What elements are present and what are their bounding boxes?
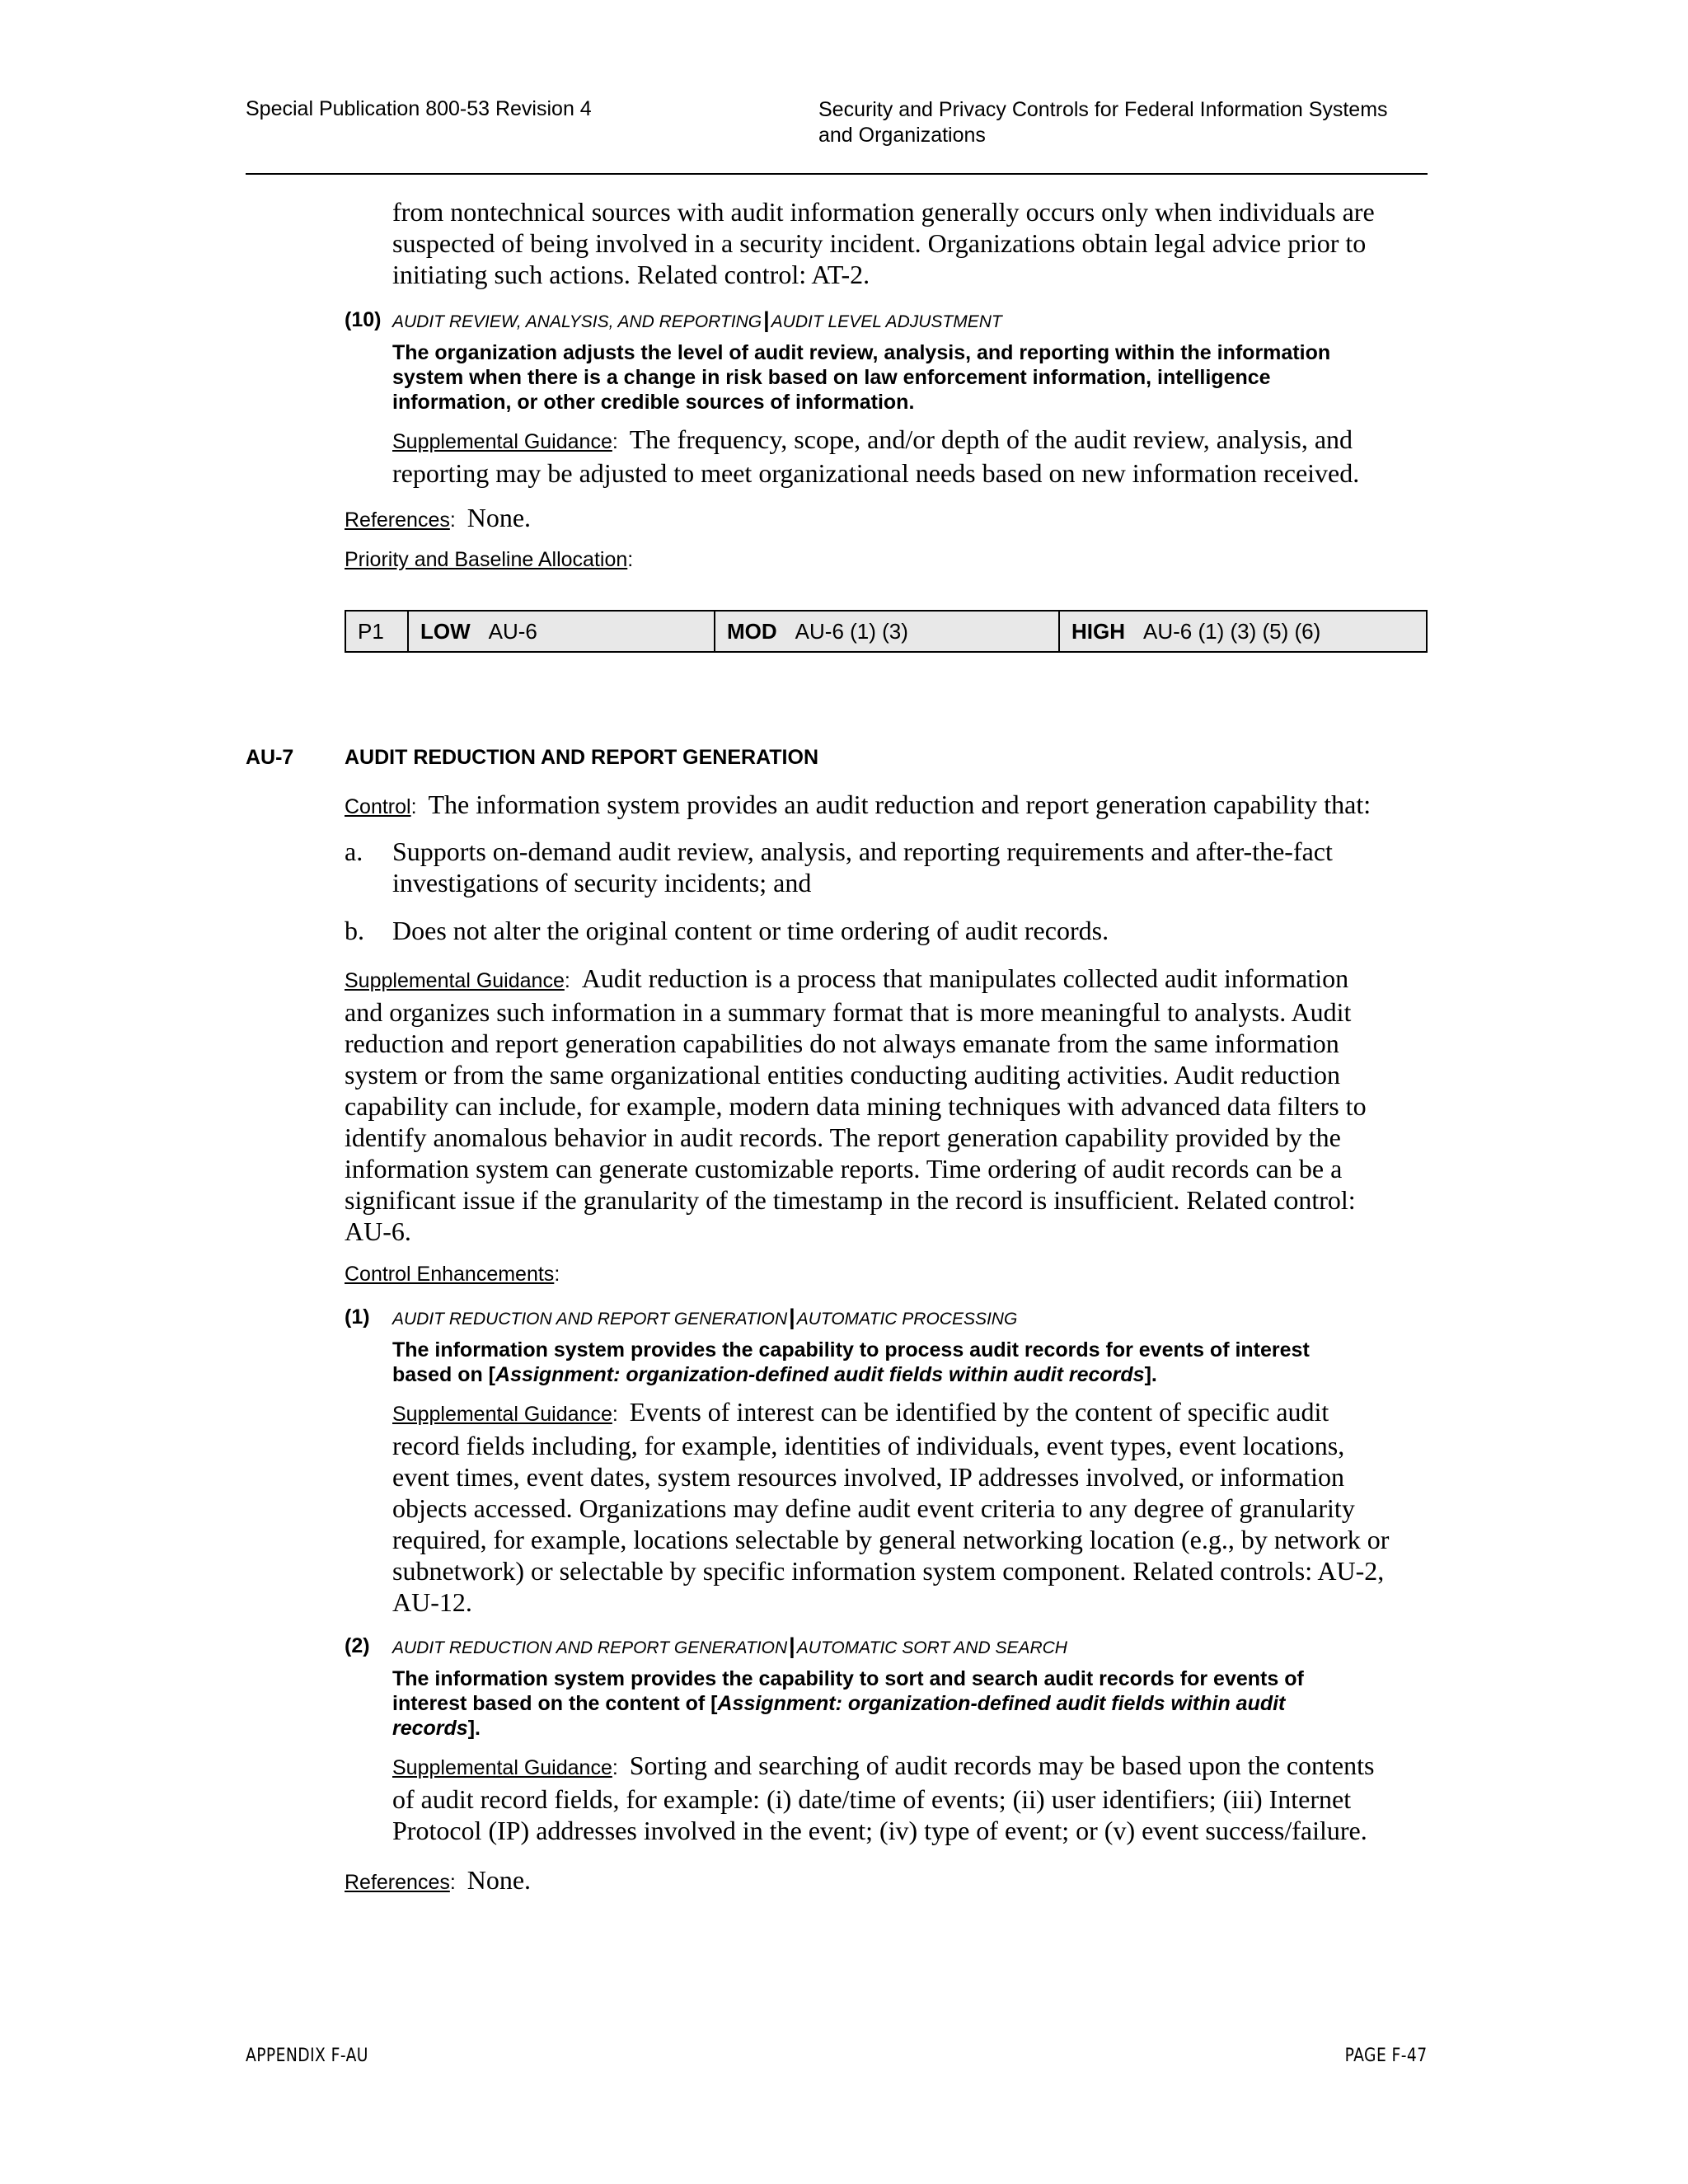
high-label: HIGH	[1071, 618, 1125, 644]
guidance-line: AU-12.	[392, 1587, 472, 1617]
enhancement-statement	[392, 1666, 1447, 1741]
control-enhancements-heading: Control Enhancements:	[345, 1263, 560, 1286]
supplemental-guidance: Supplemental Guidance: Sorting and searching of audit records may be based upon the contents of audit record fields, for example: (i) date/time of events; (ii) user identifiers; (iii) Internet Protocol (IP) addresses involved in the event; (iv) type of event; or (v) event success/failure.	[392, 1750, 1456, 1846]
assignment-text: Assignment: organization-defined audit fields within audit	[717, 1692, 1286, 1715]
priority-baseline-table	[345, 610, 1428, 653]
enhancement-number: (2)	[345, 1634, 370, 1657]
guidance-text: The frequency, scope, and/or depth of the audit review, analysis, and	[629, 424, 1353, 454]
control-statement: Control: The information system provides an audit reduction and report generation capability that:	[345, 790, 1372, 819]
priority-label: Priority and Baseline Allocation	[345, 548, 628, 571]
enhancement-title	[392, 1633, 1067, 1659]
paragraph-line: initiating such actions. Related control: AT-2.	[392, 260, 870, 289]
guidance-line: identify anomalous behavior in audit records. The report generation capability provided by the	[345, 1122, 1341, 1152]
title-separator: |	[789, 1305, 795, 1329]
intro-paragraph	[392, 196, 1439, 290]
guidance-line: objects accessed. Organizations may define audit event criteria to any degree of granularity	[392, 1493, 1355, 1523]
header-divider	[246, 173, 1428, 175]
mod-label: MOD	[727, 618, 777, 644]
enhancement-title-left: AUDIT REDUCTION AND REPORT GENERATION	[392, 1638, 788, 1657]
statement-line	[392, 1691, 1447, 1716]
guidance-line: subnetwork) or selectable by specific information system component. Related controls: AU-2,	[392, 1556, 1385, 1586]
footer-appendix: APPENDIX F-AU	[246, 2046, 368, 2066]
supplemental-guidance: Supplemental Guidance: The frequency, scope, and/or depth of the audit review, analysis, and reporting may be adjusted to meet organizational needs based on new information received.	[392, 424, 1447, 489]
guidance-line: event times, event dates, system resources involved, IP addresses involved, or information	[392, 1462, 1344, 1492]
enhancement-title-right: AUDIT LEVEL ADJUSTMENT	[771, 312, 1002, 331]
guidance-line: capability can include, for example, modern data mining techniques with advanced data filters to	[345, 1091, 1367, 1121]
references-text: None.	[467, 1865, 532, 1895]
enhancement-title-right: AUTOMATIC SORT AND SEARCH	[796, 1638, 1067, 1657]
supplemental-guidance-label: Supplemental Guidance	[392, 1756, 612, 1779]
guidance-line: record fields including, for example, identities of individuals, event types, event locations,	[392, 1431, 1345, 1460]
priority-cell	[346, 612, 409, 651]
statement-line	[392, 1362, 1447, 1387]
paragraph-line: from nontechnical sources with audit information generally occurs only when individuals are	[392, 197, 1375, 227]
control-label: Control	[345, 795, 411, 818]
enhancement-title	[392, 307, 1002, 333]
control-enhancements-label: Control Enhancements	[345, 1263, 555, 1286]
statement-text: ].	[467, 1717, 481, 1740]
header-right-line-1: Security and Privacy Controls for Federal Information Systems	[818, 98, 1388, 121]
statement-text: ].	[1144, 1363, 1157, 1386]
references-text: None.	[467, 503, 532, 532]
item-b-marker: b.	[345, 916, 364, 945]
priority-value: P1	[358, 618, 384, 644]
supplemental-guidance-label: Supplemental Guidance	[345, 969, 565, 992]
statement-line: system when there is a change in risk based on law enforcement information, intelligence	[392, 366, 1271, 389]
high-baseline-cell	[1060, 612, 1426, 651]
statement-text: interest based on the content of [	[392, 1692, 718, 1715]
enhancement-title-right: AUTOMATIC PROCESSING	[796, 1310, 1018, 1329]
header-right-line-2: and Organizations	[818, 124, 986, 147]
control-id: AU-7	[246, 746, 294, 769]
guidance-line: AU-6.	[345, 1216, 411, 1246]
item-b	[392, 915, 1439, 946]
control-text: The information system provides an audit reduction and report generation capability that:	[428, 790, 1372, 819]
supplemental-guidance-label: Supplemental Guidance	[392, 430, 612, 453]
control-title: AUDIT REDUCTION AND REPORT GENERATION	[345, 746, 818, 769]
mod-value: AU-6 (1) (3)	[795, 618, 908, 644]
supplemental-guidance-label: Supplemental Guidance	[392, 1403, 612, 1426]
enhancement-title	[392, 1305, 1017, 1330]
item-a-marker: a.	[345, 837, 363, 866]
title-separator: |	[789, 1633, 795, 1658]
guidance-line: information system can generate customizable reports. Time ordering of audit records can be a	[345, 1154, 1343, 1183]
paragraph-line: suspected of being involved in a security incident. Organizations obtain legal advice prior to	[392, 228, 1367, 258]
guidance-line: reporting may be adjusted to meet organizational needs based on new information received.	[392, 458, 1360, 488]
guidance-line: and organizes such information in a summary format that is more meaningful to analysts. Audit	[345, 997, 1352, 1027]
references: References: None.	[345, 503, 532, 532]
assignment-text: records	[392, 1717, 468, 1740]
guidance-text: Sorting and searching of audit records may be based upon the contents	[629, 1750, 1375, 1780]
high-value: AU-6 (1) (3) (5) (6)	[1143, 618, 1321, 644]
guidance-line: required, for example, locations selectable by general networking location (e.g., by network or	[392, 1525, 1390, 1554]
item-a	[392, 836, 1439, 898]
low-baseline-cell	[409, 612, 715, 651]
guidance-line: Protocol (IP) addresses involved in the event; (iv) type of event; or (v) event success/failure.	[392, 1816, 1367, 1845]
running-header-left: Special Publication 800-53 Revision 4	[246, 97, 592, 120]
item-line: Supports on-demand audit review, analysis, and reporting requirements and after-the-fact	[392, 837, 1333, 866]
running-header-right	[818, 97, 1445, 148]
guidance-line: of audit record fields, for example: (i) date/time of events; (ii) user identifiers; (iii) Internet	[392, 1784, 1352, 1814]
statement-text: based on [	[392, 1363, 496, 1386]
mod-baseline-cell	[715, 612, 1060, 651]
item-line: investigations of security incidents; and	[392, 868, 812, 898]
enhancement-statement	[392, 340, 1447, 415]
enhancement-number: (1)	[345, 1305, 370, 1329]
supplemental-guidance: Supplemental Guidance: Events of interest can be identified by the content of specific audit record fields including, for example, identities of individuals, event types, event locations, event times, event dates, system resources involved, IP addresses involved, or information objects accessed. Organizations may define audit event criteria to any degree of granularity required, for example, locations selectable by general networking location (e.g., by network or subnetwork) or selectable by specific information system component. Related controls: AU-2, AU-12.	[392, 1396, 1456, 1618]
guidance-text: Events of interest can be identified by the content of specific audit	[629, 1397, 1329, 1427]
guidance-line: reduction and report generation capabilities do not always emanate from the same information	[345, 1029, 1339, 1058]
enhancement-statement	[392, 1338, 1447, 1387]
statement-line: The organization adjusts the level of audit review, analysis, and reporting within the information	[392, 341, 1331, 364]
enhancement-number: (10)	[345, 308, 382, 331]
statement-line: The information system provides the capability to sort and search audit records for events of	[392, 1667, 1304, 1690]
references-label: References	[345, 509, 450, 532]
priority-heading: Priority and Baseline Allocation:	[345, 548, 634, 571]
supplemental-guidance: Supplemental Guidance: Audit reduction is a process that manipulates collected audit information and organizes such information in a summary format that is more meaningful to analysts. Audit reduction and report generation capabilities do not always emanate from the same information system or from the same organizational entities conducting auditing activities. Audit reduction capability can include, for example, modern data mining techniques with advanced data filters to identify anomalous behavior in audit records. The report generation capability provided by the information system can generate customizable reports. Time ordering of audit records can be a significant issue if the granularity of the timestamp in the record is insufficient. Related control: AU-6.	[345, 963, 1441, 1247]
assignment-text: Assignment: organization-defined audit fields within audit records	[495, 1363, 1145, 1386]
statement-line: The information system provides the capability to process audit records for events of interest	[392, 1338, 1310, 1361]
guidance-line: significant issue if the granularity of the timestamp in the record is insufficient. Related control:	[345, 1185, 1356, 1215]
low-label: LOW	[420, 618, 471, 644]
footer-page-number: PAGE F-47	[1345, 2046, 1428, 2066]
statement-line	[392, 1716, 1447, 1741]
enhancement-title-left: AUDIT REDUCTION AND REPORT GENERATION	[392, 1310, 788, 1329]
item-line: Does not alter the original content or time ordering of audit records.	[392, 916, 1109, 945]
statement-line: information, or other credible sources of information.	[392, 391, 915, 414]
references-label: References	[345, 1871, 450, 1894]
low-value: AU-6	[488, 618, 537, 644]
title-separator: |	[763, 307, 770, 332]
guidance-text: Audit reduction is a process that manipulates collected audit information	[581, 963, 1349, 993]
references: References: None.	[345, 1865, 532, 1895]
enhancement-title-left: AUDIT REVIEW, ANALYSIS, AND REPORTING	[392, 312, 762, 331]
guidance-line: system or from the same organizational entities conducting auditing activities. Audit reduction	[345, 1060, 1341, 1090]
